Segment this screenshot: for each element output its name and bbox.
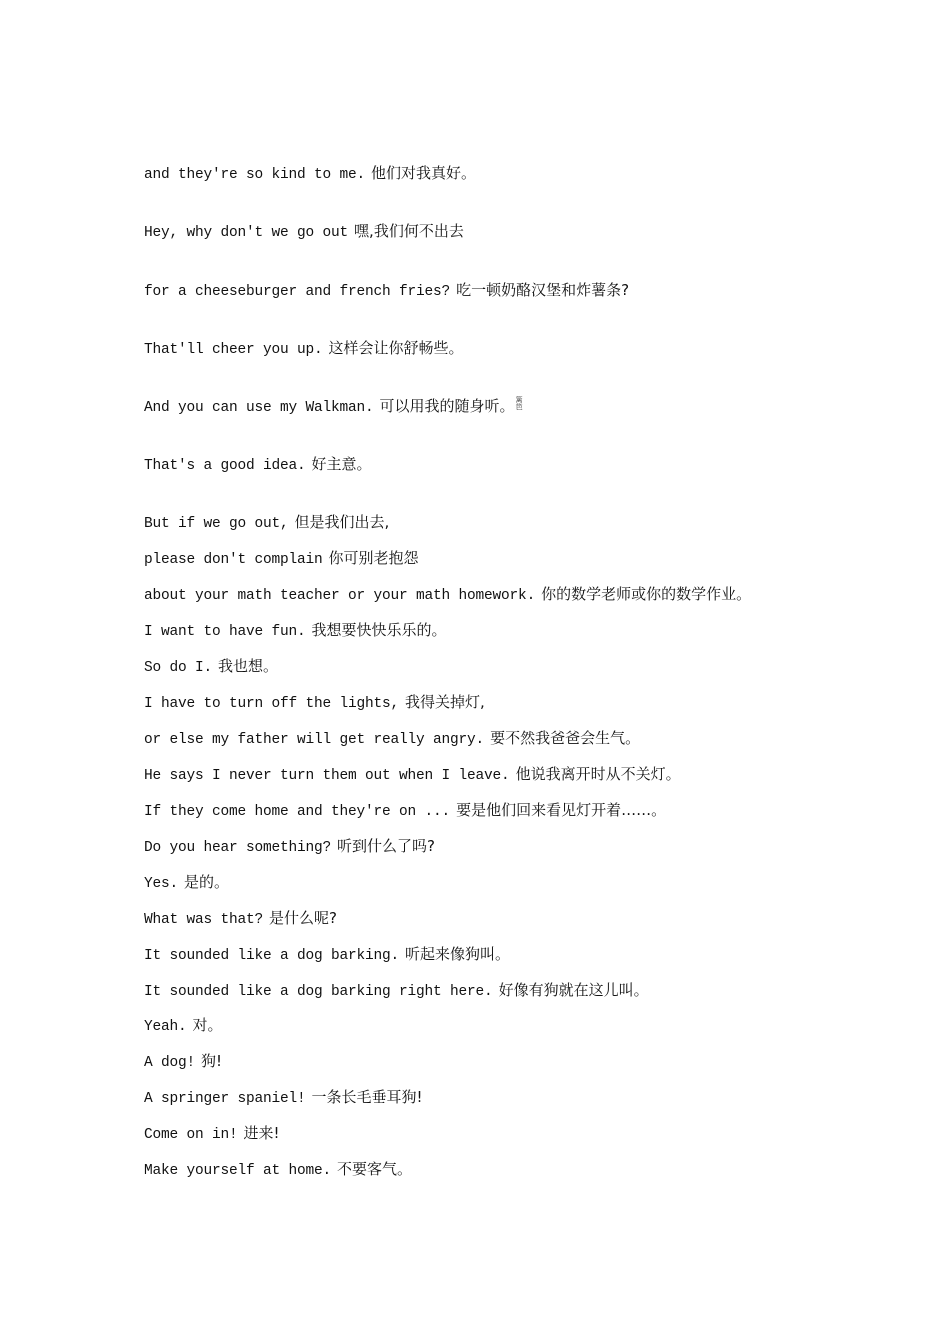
english-text: That's a good idea. xyxy=(144,458,306,474)
small-mark: 篱笆 xyxy=(515,396,523,411)
dialogue-line xyxy=(144,980,649,1000)
chinese-text: 进来! xyxy=(243,1124,280,1142)
dialogue-line xyxy=(144,396,525,416)
dialogue-line xyxy=(144,1051,222,1071)
english-text: A springer spaniel! xyxy=(144,1091,306,1107)
dialogue-line xyxy=(144,656,278,676)
dialogue-line xyxy=(144,338,464,358)
dialogue-line xyxy=(144,1015,223,1035)
chinese-text: 他们对我真好。 xyxy=(371,164,477,182)
english-text: Hey, why don't we go out xyxy=(144,225,349,241)
dialogue-line xyxy=(144,163,476,183)
english-text: Yes. xyxy=(144,876,179,892)
english-text: And you can use my Walkman. xyxy=(144,400,374,416)
chinese-text: 我也想。 xyxy=(218,657,279,675)
chinese-text: 狗! xyxy=(201,1052,223,1070)
chinese-text: 是什么呢? xyxy=(269,909,337,927)
chinese-text: 他说我离开时从不关灯。 xyxy=(515,765,681,783)
chinese-text: 我得关掉灯, xyxy=(405,693,485,711)
dialogue-line xyxy=(144,836,435,856)
english-text: or else my father will get really angry. xyxy=(144,732,485,748)
chinese-text: 是的。 xyxy=(184,873,230,891)
english-text: and they're so kind to me. xyxy=(144,167,366,183)
chinese-text: 嘿,我们何不出去 xyxy=(354,222,464,240)
dialogue-line xyxy=(144,800,666,820)
dialogue-line xyxy=(144,548,419,568)
chinese-text: 要是他们回来看见灯开着……。 xyxy=(456,801,667,819)
english-text: But if we go out, xyxy=(144,516,289,532)
english-text: Come on in! xyxy=(144,1127,238,1143)
english-text: He says I never turn them out when I leave. xyxy=(144,768,510,784)
english-text: Yeah. xyxy=(144,1019,187,1035)
dialogue-line xyxy=(144,620,447,640)
dialogue-line xyxy=(144,454,372,474)
dialogue-line xyxy=(144,280,629,300)
english-text: That'll cheer you up. xyxy=(144,342,323,358)
dialogue-line xyxy=(144,944,510,964)
chinese-text: 可以用我的随身听。 xyxy=(379,397,515,415)
dialogue-line xyxy=(144,764,681,784)
dialogue-line xyxy=(144,1159,412,1179)
english-text: What was that? xyxy=(144,912,264,928)
english-text: I want to have fun. xyxy=(144,624,306,640)
english-text: It sounded like a dog barking right here. xyxy=(144,984,493,1000)
english-text: If they come home and they're on ... xyxy=(144,804,451,820)
dialogue-line xyxy=(144,584,751,604)
chinese-text: 但是我们出去, xyxy=(294,513,390,531)
chinese-text: 你的数学老师或你的数学作业。 xyxy=(541,585,752,603)
dialogue-line xyxy=(144,872,229,892)
chinese-text: 听起来像狗叫。 xyxy=(405,945,511,963)
chinese-text: 吃一顿奶酪汉堡和炸薯条? xyxy=(456,281,630,299)
english-text: for a cheeseburger and french fries? xyxy=(144,284,451,300)
chinese-text: 不要客气。 xyxy=(337,1160,413,1178)
dialogue-line xyxy=(144,512,389,532)
dialogue-line xyxy=(144,728,640,748)
english-text: Make yourself at home. xyxy=(144,1163,332,1179)
chinese-text: 一条长毛垂耳狗! xyxy=(311,1088,423,1106)
english-text: about your math teacher or your math homework. xyxy=(144,588,536,604)
chinese-text: 你可别老抱怨 xyxy=(328,549,419,567)
chinese-text: 这样会让你舒畅些。 xyxy=(328,339,464,357)
chinese-text: 好像有狗就在这儿叫。 xyxy=(498,981,649,999)
english-text: So do I. xyxy=(144,660,213,676)
english-text: please don't complain xyxy=(144,552,323,568)
dialogue-line xyxy=(144,908,337,928)
chinese-text: 我想要快快乐乐的。 xyxy=(311,621,447,639)
chinese-text: 对。 xyxy=(192,1016,223,1034)
chinese-text: 要不然我爸爸会生气。 xyxy=(490,729,641,747)
chinese-text: 听到什么了吗? xyxy=(337,837,435,855)
dialogue-line xyxy=(144,221,464,241)
english-text: I have to turn off the lights, xyxy=(144,696,400,712)
dialogue-line xyxy=(144,1087,423,1107)
english-text: A dog! xyxy=(144,1055,196,1071)
chinese-text: 好主意。 xyxy=(311,455,372,473)
english-text: It sounded like a dog barking. xyxy=(144,948,400,964)
dialogue-line xyxy=(144,1123,280,1143)
english-text: Do you hear something? xyxy=(144,840,332,856)
dialogue-line xyxy=(144,692,485,712)
